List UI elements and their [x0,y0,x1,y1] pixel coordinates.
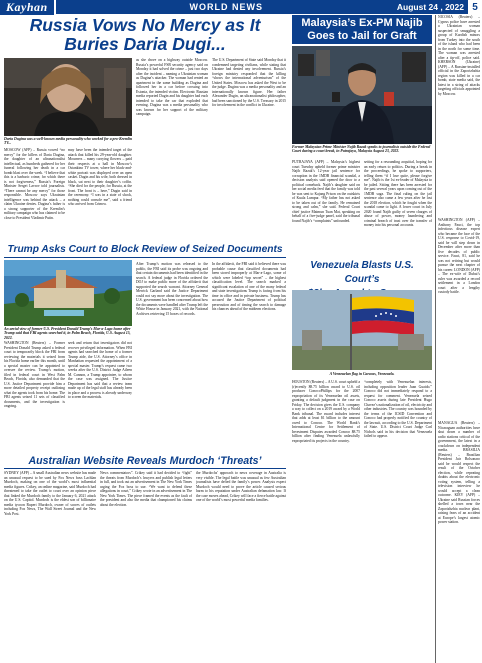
trump-headline: Trump Asks Court to Block Review of Seized Documents [7,244,283,255]
australia-article-col-2: News commentators”. Crikey said it had decided to “fight” the threats from Murdoch’s lawyers and publish legal letters in full, and took out an advertisement in The New York Times urging the Fox boss to sue. “We want to defend these allegations in court,” Crikey wrote in an advertisement in The New York Times. The piece framed the events as the fault of the president and also the media that championed his claims about the election. [100,471,192,507]
venezuela-photo-caption: A Venezuelan flag in Caracas, Venezuela. [329,372,395,376]
russia-article-col-2: may have been the intended target of the attack that killed his 29-year-old daughter. Mourners – many carrying flowers – paid their respects at a hall in Moscow’s Ostankino TV tower, where her black-and-white portrait was displayed over an open casket. Dugin and his wife, both dressed in black, sat next to their daughter’s coffin. “She died for the people, for Russia, at the front. The front is – here,” Dugin said in the ceremony. “I was in a state of shock, nothing could console me”, said a friend who arrived from Crimea. [68,148,132,206]
mar-a-lago-photo-caption: An aerial view of former U.S. President Donald Trump’s Mar-a-Lago home after Trump said that FBI agents searched it, in Palm Beach, Florida, U.S. August 15, 2022. [4,327,131,340]
sidebar-briefs-col-2: WASHINGTON (AFP) – Anthony Fauci, the top infectious disease expert who became the face of the U.S. response to Covid-19, said he will step down in December after more than five decades of public service. Fauci, 81, said he was not retiring but would pursue the next chapter of his career. LONDON (AFP) – The ex-wife of Dubai’s ruler was awarded a record settlement in a London court after a lengthy custody battle. [438,218,480,294]
dugina-photo [4,58,132,136]
australia-headline: Australian Website Reveals Murdoch ‘Threats’ [28,455,262,467]
trump-article-col-3: After Trump’s motion was released to the public, the FBI said its probe was ongoing and that certain documents had been identified in the search. A federal judge in Florida ordered the DOJ to make public more of the affidavit that supported the search warrant. Attorney General Merrick Garland said the Justice Department could not say more about the investigation. The U.S. government has been concerned about how the documents were handled after Trump left the White House in January 2021, with the National Archives retrieving 15 boxes of records. [136,262,208,316]
issue-date: August 24 , 2022 [396,2,464,12]
trump-article-col-4: In the affidavit, the FBI said it believed there was probable cause that classified documents had been stored improperly at Mar-a-Lago, some of which were labeled “top secret” – the highest classification level. The search marked a significant escalation of one of the many federal and state investigations Trump is facing from his time in office and in private business. Trump has accused the Justice Department of political persecution and of timing the search to damage his chances ahead of the midterm elections. [212,262,286,311]
russia-headline: Russia Vows No Mercy as It Buries Daria Dugi... [29,15,261,54]
russia-article-col-3: as she drove on a highway outside Moscow. Russia’s powerful FSB security agency said on Monday it had solved the crime – just two days after the incident – naming a Ukrainian woman as Dugina’s attacker. The woman had rented an apartment in the same building as Dugina and followed her in a car before crossing into Estonia, the intended victim. Electronic Russian media reported Dugin and his daughter had each intended to take the car that exploded that evening. Dugina was a media personality who was known for her support of the military campaign. [136,58,208,116]
sidebar-briefs-col-3: MANAGUA (Reuters) – Nicaraguan authorities have shut down a number of radio stations critical of the government, the latest in a crackdown on independent media. BRASILIA (Reuters) – Brazilian President Jair Bolsonaro said he would respect the result of the October election, while repeating doubts about the electronic voting system, telling a television interview he would accept a clean outcome. KIEV (AFP) – Ukraine said Russian forces shelled a town near the Zaporizhzhia nuclear plant, raising fears of an accident at Europe’s largest atomic power station. [438,421,480,524]
australia-article-col-3: the Murdochs’ approach to news coverage in Australia is very visible. The legal battle was unusual as few Australian journalists have defied the family’s power. Analysts expect Murdoch would need to prove the article caused serious harm to his reputation under Australian defamation law. If the case moves ahead, Crikey will face a fierce battle against one of the world’s most powerful media families. [196,471,286,502]
masthead [0,0,482,14]
australia-headline-rule [4,468,286,469]
australia-article-col-1: SYDNEY (AFP) – A small Australian news website has made an unusual request to be sued by Fox News boss Lachlan Murdoch, making on one of the world’s most influential media figures. Crikey, an online magazine, said Murdoch had threatened to take the outlet to court over an opinion piece that linked the Murdoch family to the January 6, 2021 attack on the U.S. Capitol. Murdoch is the eldest son of billionaire media tycoon Rupert Murdoch, owner of scores of outlets including Fox News, The Wall Street Journal and the New York Post. [4,471,96,516]
venezuela-headline-line-1: Venezuela Blasts U.S. Court’s [310,260,414,285]
najib-photo-caption: Former Malaysian Prime Minister Najib Razak speaks to journalists outside the Federal Court during a court break, in Putrajaya, Malaysia August 23, 2022. [292,145,431,154]
venezuela-article-col-1: HOUSTON (Reuters) – A U.S. court upheld a (r)ecently $8.75 billion award to U.S. oil producer ConocoPhillips for the 2007 expropriation of its Venezuelan oil assets, granting a default judgment in the case on Friday. The decision gives the U.S. company a way to collect on a 2019 award by a World Bank tribunal. The award includes interest that adds at least $1 billion to the amount owed to Conoco. The World Bank’s International Centre for Settlement of Investment Disputes awarded Conoco $8.75 billion after finding Venezuela unlawfully expropriated its projects in the country. [292,380,360,443]
malaysia-headline-box [292,15,432,44]
trump-headline-rule [4,257,286,258]
sidebar-briefs-col-1: NICOSIA (Reuters) – Cyprus police have arrested a Ukrainian woman suspected of smuggling a group of Kurdish minors from Turkey into the south of the island who had been in the north for some time. The woman was arrested after a tip-off, police said. KHERSON (Ukraine) (AFP) – A Russian-installed official in the Zaporizhzhia region was killed in a car bomb, state media said, the latest in a string of attacks targeting officials appointed by Moscow. [438,15,480,96]
malaysia-article-col-1: PUTRAJAYA (AFP) – Malaysia’s highest court Tuesday upheld former prime minister Najib Razak’s 12-year jail sentence for corruption in the 1MDB financial scandal, a decision analysts said opened the door to a political comeback. Najib’s daughter said on her social media feed that the family was told he was sent to Kajang Prison on the outskirts of Kuala Lumpur. “My father has not asked to be taken out of the family. He remained strong and calm,” she said. Federal Court chief justice Maimun Tuan Mat, speaking on behalf of a five-judge panel, said the tribunal found Najib’s “complaints” unfounded. [292,160,360,223]
malaysia-headline-line-2: Goes to Jail for Graft [307,30,417,42]
venezuela-article-col-2: “completely with Venezuelan interests, including opposition leader Juan Guaido.” Conoco did not immediately respond to a request for comment. Venezuela seized Conoco assets during late President Hugo Chavez’s nationalization of oil, electricity and other industries. The country was hounded by the terms of the ICSID Convention and Conoco had properly notified the country of the lawsuit, according to the U.S. Department of State. U.S. District Court Judge Carl Nichols said in his decision that Venezuela failed to appear. [364,380,432,438]
newspaper-logo: Kayhan [0,0,56,15]
venezuela-headline-box [292,259,432,288]
trump-article-col-2: seek and return that investigators did not recover privileged information. When FBI agents had searched the home of a former Trump aide, the U.S. Attorney’s office in Manhattan requested the appointment of a special master. Trump’s request came two weeks after the U.S. District Judge Aileen M. Cannon, a Trump appointee, to whom the case was assigned. The Justice Department has said that a review team made up of the legal staff has already been in place and a process is already underway to screen the materials. [68,341,132,399]
sidebar-divider [435,15,436,663]
mar-a-lago-photo [4,260,132,326]
page-number: 5 [468,0,482,14]
malaysia-headline-line-1: Malaysia’s Ex-PM Najib [301,17,423,29]
russia-article-col-1: MOSCOW (AFP) – Russia vowed “no mercy” for the killers of Daria Dugina, the daughter of an ultranationalist intellectual, as hundreds gathered for her funeral following her death in a car bomb blast over the week. “I believe that this is a barbaric crime, for which there is not forgiveness,” Russia’s Foreign Minister Sergei Lavrov told journalists. “There cannot be any mercy” for those responsible. Moscow says Ukrainian intelligence was behind the attack – a claim Ukraine denies. Dugina’s father is a strong supporter of the Kremlin’s military campaign who has claimed to be close to President Vladimir Putin. [4,148,65,220]
dugina-photo-caption: Daria Dugina was a well-known media personality who worked for a pro-Kremlin TV... [4,137,132,146]
russia-article-col-4: The U.S. Department of State said Monday that it condemned targeting civilians, while stating that Ukraine had denied any involvement. Russia’s foreign ministry responded that the killing “shows the international adventurism” of the United States. Moscow has asked the West to be the judge. Dugina was a media personality and an internationally known figure. Her father Alexander Dugin, an ultranationalist philosopher, had been sanctioned by the U.S. Treasury in 2015 for involvement in the conflict in Ukraine. [212,58,286,107]
trump-article-col-1: WASHINGTON (Reuters) – Former President Donald Trump asked a federal court to temporarily block the FBI from reviewing the materials it seized from his Florida home earlier this month, until a special master can be appointed to oversee the review. Trump’s motion, filed in federal court in West Palm Beach, Florida, also demanded that the U.S. Justice Department provide him a more detailed property receipt outlining what the agents took from his home. The FBI agents seized 11 sets of classified documents, and the investigation is ongoing. [4,341,65,408]
venezuela-flag-photo [292,290,432,370]
najib-photo [292,46,432,144]
malaysia-article-col-2: setting for a resounding acquittal, hoping for an early return to politics. During a break in the proceedings, he spoke to supporters, telling them “if I lose quite, please forgive me”. Najib is the 1st ex-leader of Malaysia to be jailed. Sitting there has been arrested for the past several years upon coming out of the 1MDB saga. The final ruling on the jail sentence also came a few years after he lost the 2018 election, which he fought when the scandal came to light. A lower court in July 2020 found Najib guilty of seven charges of abuse of power, money laundering and criminal breach of trust over the transfer of money into his personal accounts. [364,160,432,227]
section-title: WORLD NEWS [189,2,264,12]
